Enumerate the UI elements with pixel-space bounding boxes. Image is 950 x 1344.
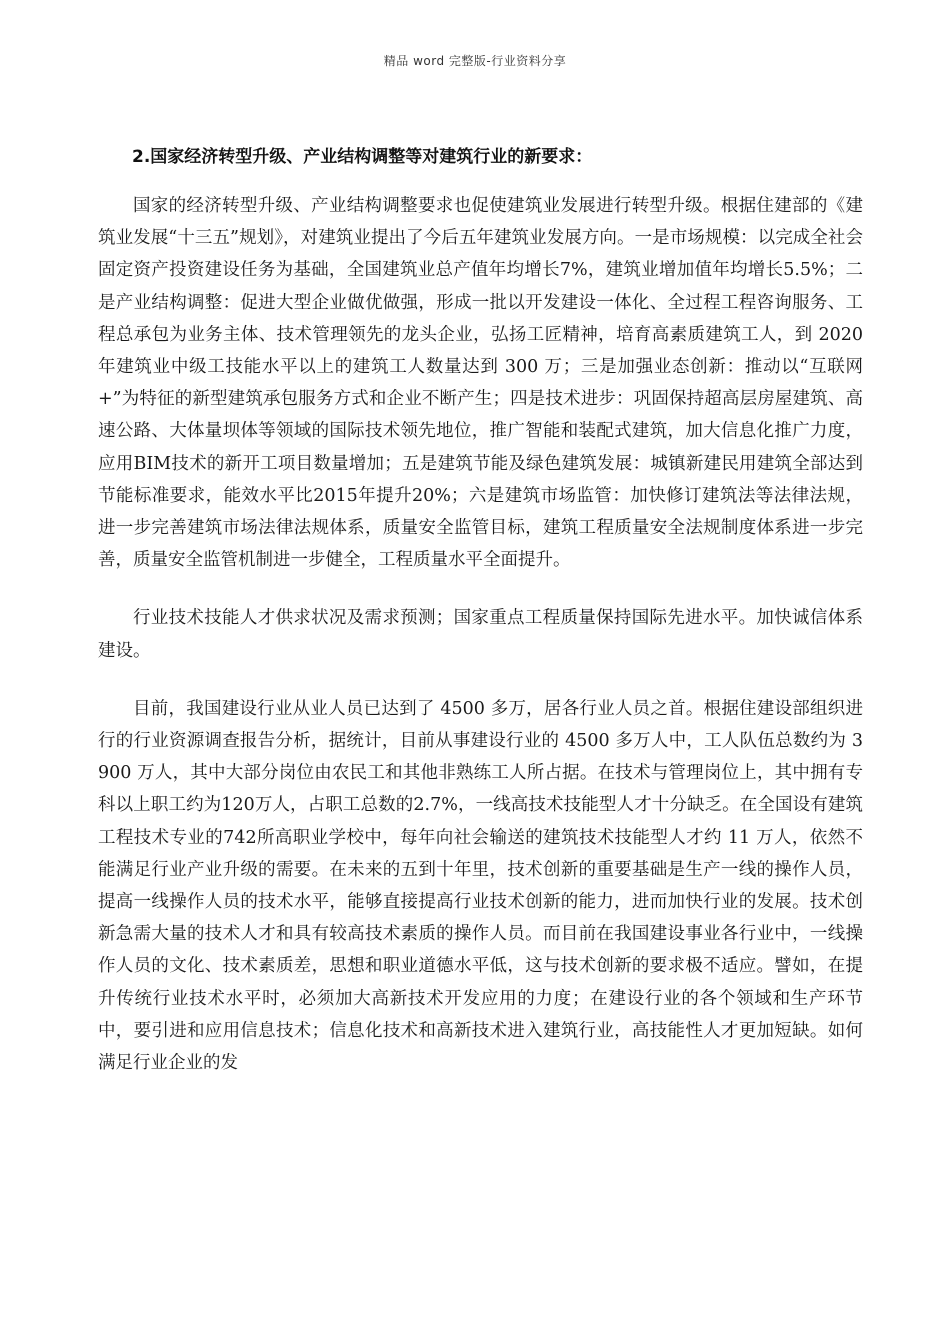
document-body	[98, 142, 863, 1079]
paragraph-talent-demand: 行业技术技能人才供求状况及需求预测；国家重点工程质量保持国际先进水平。加快诚信体系建设。	[98, 608, 863, 661]
section-heading: 2.国家经济转型升级、产业结构调整等对建筑行业的新要求：	[132, 147, 593, 167]
paragraph-transformation: 国家的经济转型升级、产业结构调整要求也促使建筑业发展进行转型升级。根据住建部的《建筑业发展“十三五”规划》，对建筑业提出了今后五年建筑业发展方向。一是市场规模：以完成全社会固定资产投资建设任务为基础，全国建筑业总产值年均增长7%，建筑业增加值年均增长5.5%；二是产业结构调整：促进大型企业做优做强，形成一批以开发建设一体化、全过程工程咨询服务、工程总承包为业务主体、技术管理领先的龙头企业，弘扬工匠精神，培育高素质建筑工人，到 2020 年建筑业中级工技能水平以上的建筑工人数量达到 300 万；三是加强业态创新：推动以“互联网+”为特征的新型建筑承包服务方式和企业不断产生；四是技术进步：巩固保持超高层房屋建筑、高速公路、大体量坝体等领域的国际技术领先地位，推广智能和装配式建筑，加大信息化推广力度，应用BIM技术的新开工项目数量增加；五是建筑节能及绿色建筑发展：城镇新建民用建筑全部达到节能标准要求，能效水平比2015年提升20%；六是建筑市场监管：加快修订建筑法等法律法规，进一步完善建筑市场法律法规体系，质量安全监管目标，建筑工程质量安全法规制度体系进一步完善，质量安全监管机制进一步健全，工程质量水平全面提升。	[98, 196, 863, 571]
paragraph-workforce: 目前，我国建设行业从业人员已达到了 4500 多万，居各行业人员之首。根据住建设部组织进行的行业资源调查报告分析，据统计，目前从事建设行业的 4500 多万人中，工人队伍总数约为 3900 万人，其中大部分岗位由农民工和其他非熟练工人所占据。在技术与管理岗位上，其中拥有专科以上职工约为120万人，占职工总数的2.7%，一线高技术技能型人才十分缺乏。在全国设有建筑工程技术专业的742所高职业学校中，每年向社会输送的建筑技术技能型人才约 11 万人，依然不能满足行业产业升级的需要。在未来的五到十年里，技术创新的重要基础是生产一线的操作人员，提高一线操作人员的技术水平，能够直接提高行业技术创新的能力，进而加快行业的发展。技术创新急需大量的技术人才和具有较高技术素质的操作人员。而目前在我国建设事业各行业中，一线操作人员的文化、技术素质差，思想和职业道德水平低，这与技术创新的要求极不适应。譬如，在提升传统行业技术水平时，必须加大高新技术开发应用的力度；在建设行业的各个领域和生产环节中，要引进和应用信息技术；信息化技术和高新技术进入建筑行业，高技能性人才更加短缺。如何满足行业企业的发	[98, 698, 863, 1074]
page-header: 精品 word 完整版-行业资料分享	[383, 54, 567, 68]
paragraph-gap	[98, 576, 863, 602]
paragraph-gap	[98, 667, 863, 693]
